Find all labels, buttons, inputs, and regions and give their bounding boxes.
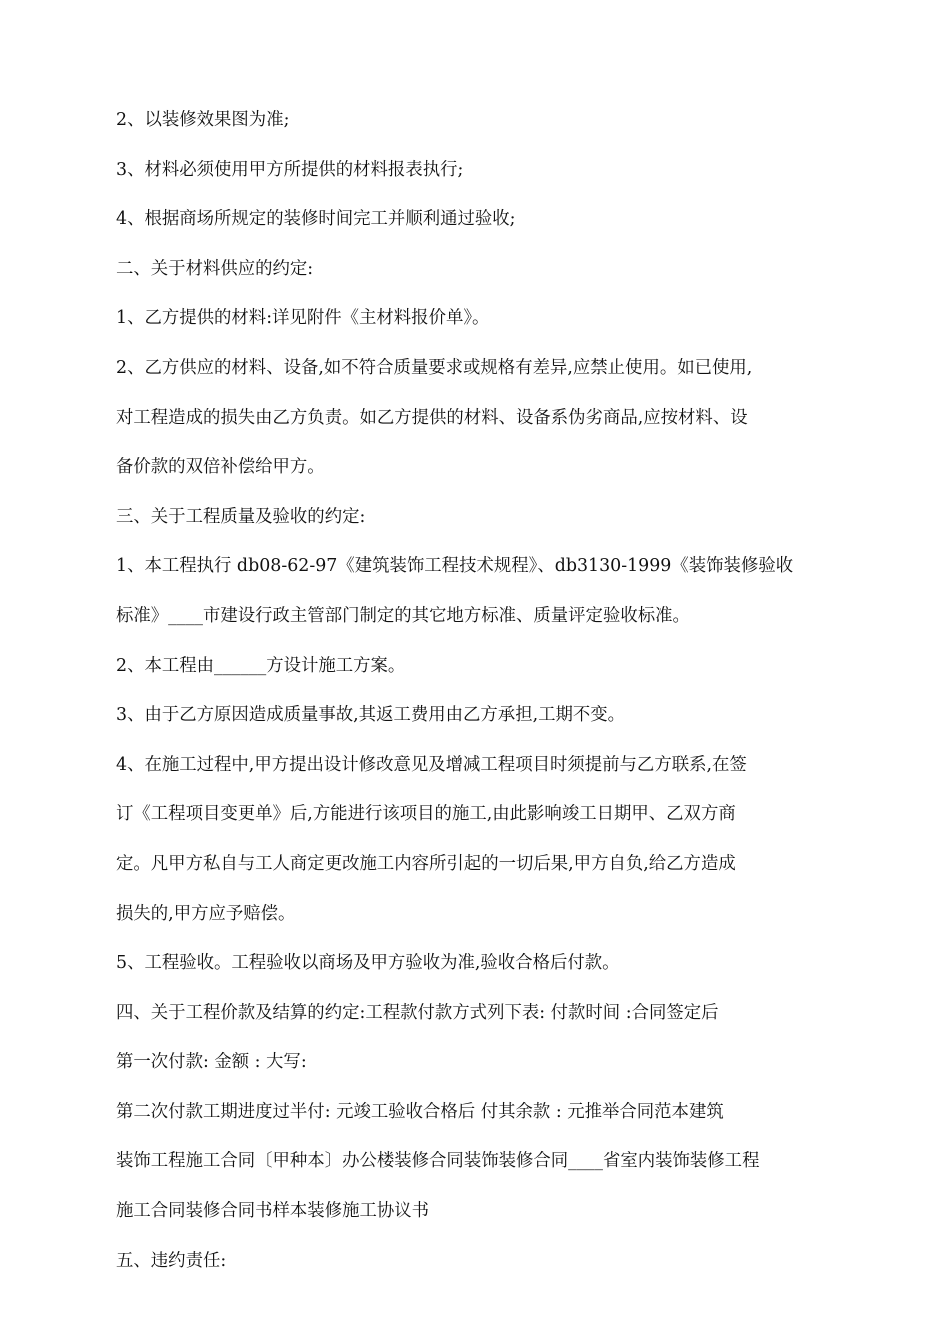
section-heading bbox=[116, 245, 856, 295]
text-line: 4、在施工过程中,甲方提出设计修改意见及增减工程项目时须提前与乙方联系,在签 bbox=[116, 754, 747, 775]
paragraph bbox=[116, 939, 856, 989]
text-line: 装饰工程施工合同〔甲种本〕办公楼装修合同装饰装修合同____省室内装饰装修工程 bbox=[116, 1151, 760, 1172]
text-line: 1、本工程执行 db08-62-97《建筑装饰工程技术规程》、db3130-1999《装饰装修验收 bbox=[116, 556, 794, 577]
text-line: 第一次付款: 金额 : 大写: bbox=[116, 1052, 307, 1073]
paragraph bbox=[116, 642, 856, 692]
text-line: 四、关于工程价款及结算的约定:工程款付款方式列下表: 付款时间 :合同签定后 bbox=[116, 1002, 719, 1023]
text-line: 定。凡甲方私自与工人商定更改施工内容所引起的一切后果,甲方自负,给乙方造成 bbox=[116, 853, 736, 874]
paragraph bbox=[116, 741, 856, 939]
text-line: 第二次付款工期进度过半付: 元竣工验收合格后 付其余款 : 元推举合同范本建筑 bbox=[116, 1101, 724, 1122]
paragraph bbox=[116, 294, 856, 344]
text-line: 二、关于材料供应的约定: bbox=[116, 258, 314, 279]
text-line: 标准》____市建设行政主管部门制定的其它地方标准、质量评定验收标准。 bbox=[116, 605, 690, 626]
text-line: 3、由于乙方原因造成质量事故,其返工费用由乙方承担,工期不变。 bbox=[116, 705, 626, 726]
section-heading bbox=[116, 1237, 856, 1287]
text-line: 三、关于工程质量及验收的约定: bbox=[116, 506, 366, 527]
paragraph bbox=[116, 96, 856, 146]
text-line: 3、材料必须使用甲方所提供的材料报表执行; bbox=[116, 159, 464, 180]
paragraph bbox=[116, 146, 856, 196]
document-body bbox=[116, 96, 856, 1286]
text-line: 施工合同装修合同书样本装修施工协议书 bbox=[116, 1201, 430, 1222]
paragraph bbox=[116, 344, 856, 493]
text-line: 损失的,甲方应予赔偿。 bbox=[116, 903, 296, 924]
paragraph bbox=[116, 1038, 856, 1088]
text-line: 五、违约责任: bbox=[116, 1250, 227, 1271]
paragraph bbox=[116, 1088, 856, 1237]
paragraph bbox=[116, 195, 856, 245]
paragraph bbox=[116, 691, 856, 741]
paragraph bbox=[116, 542, 856, 641]
text-line: 5、工程验收。工程验收以商场及甲方验收为准,验收合格后付款。 bbox=[116, 953, 620, 974]
text-line: 1、乙方提供的材料:详见附件《主材料报价单》。 bbox=[116, 308, 490, 329]
section-heading bbox=[116, 989, 856, 1039]
text-line: 2、乙方供应的材料、设备,如不符合质量要求或规格有差异,应禁止使用。如已使用, bbox=[116, 357, 753, 378]
text-line: 订《工程项目变更单》后,方能进行该项目的施工,由此影响竣工日期甲、乙双方商 bbox=[116, 804, 736, 825]
text-line: 备价款的双倍补偿给甲方。 bbox=[116, 457, 325, 478]
section-heading bbox=[116, 493, 856, 543]
text-line: 2、以装修效果图为准; bbox=[116, 110, 290, 130]
text-line: 2、本工程由______方设计施工方案。 bbox=[116, 655, 406, 676]
text-line: 4、根据商场所规定的装修时间完工并顺利通过验收; bbox=[116, 209, 516, 230]
text-line: 对工程造成的损失由乙方负责。如乙方提供的材料、设备系伪劣商品,应按材料、设 bbox=[116, 407, 748, 428]
